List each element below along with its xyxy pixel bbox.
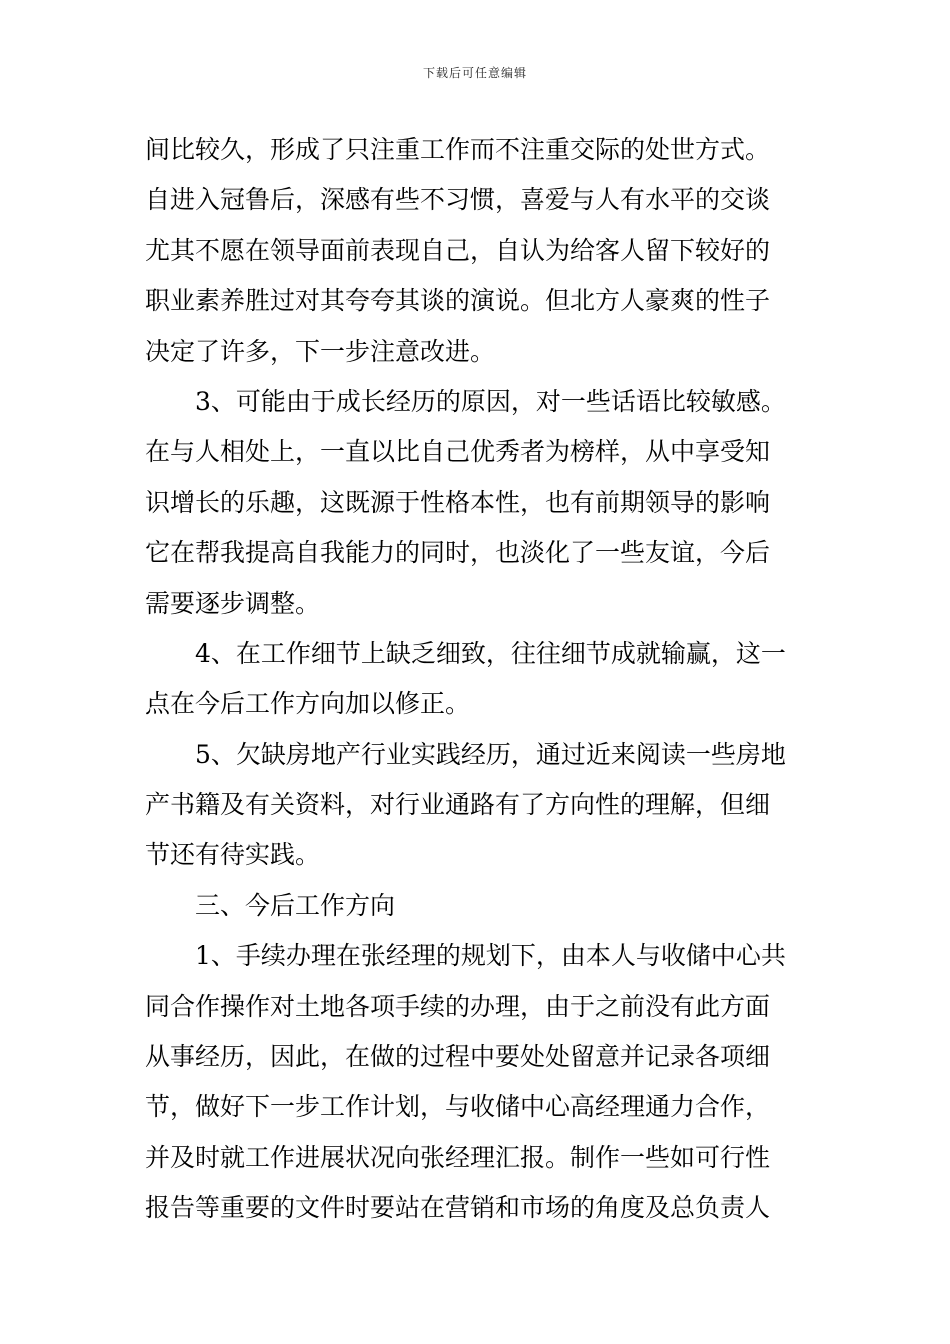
text-line: 并及时就工作进展状况向张经理汇报。制作一些如可行性 <box>145 1142 771 1172</box>
text-line: 识增长的乐趣，这既源于性格本性，也有前期领导的影响 <box>145 487 771 517</box>
text-line: 节还有待实践。 <box>145 840 321 870</box>
text-line: 它在帮我提高自我能力的同时，也淡化了一些友谊，今后 <box>145 538 771 568</box>
text-line: 报告等重要的文件时要站在营销和市场的角度及总负责人 <box>145 1193 771 1223</box>
paragraph-start-line: 4、在工作细节上缺乏细致，往往细节成就输赢，这一 <box>195 638 786 668</box>
text-line: 尤其不愿在领导面前表现自己，自认为给客人留下较好的 <box>145 235 771 265</box>
page-header: 下载后可任意编辑 <box>422 66 527 80</box>
text-line: 产书籍及有关资料，对行业通路有了方向性的理解，但细 <box>145 790 771 820</box>
text-line: 职业素养胜过对其夸夸其谈的演说。但北方人豪爽的性子 <box>145 286 771 316</box>
text-line: 自进入冠鲁后，深感有些不习惯，喜爱与人有水平的交谈 <box>145 185 771 215</box>
paragraph-start-line: 5、欠缺房地产行业实践经历，通过近来阅读一些房地 <box>195 739 786 769</box>
text-line: 节，做好下一步工作计划，与收储中心高经理通力合作， <box>145 1092 771 1122</box>
section-heading: 三、今后工作方向 <box>195 890 396 920</box>
text-line: 间比较久，形成了只注重工作而不注重交际的处世方式。 <box>145 135 771 164</box>
text-line: 从事经历，因此，在做的过程中要处处留意并记录各项细 <box>145 1042 771 1072</box>
paragraph-start-line: 1、手续办理在张经理的规划下，由本人与收储中心共 <box>195 941 786 971</box>
text-line: 决定了许多，下一步注意改进。 <box>145 336 496 366</box>
text-line: 在与人相处上，一直以比自己优秀者为榜样，从中享受知 <box>145 437 771 467</box>
document-body <box>145 125 815 1234</box>
paragraph-start-line: 3、可能由于成长经历的原因，对一些话语比较敏感。 <box>195 386 786 416</box>
text-line: 需要逐步调整。 <box>145 588 321 618</box>
text-line: 点在今后工作方向加以修正。 <box>145 689 471 719</box>
text-line: 同合作操作对土地各项手续的办理，由于之前没有此方面 <box>145 991 771 1021</box>
